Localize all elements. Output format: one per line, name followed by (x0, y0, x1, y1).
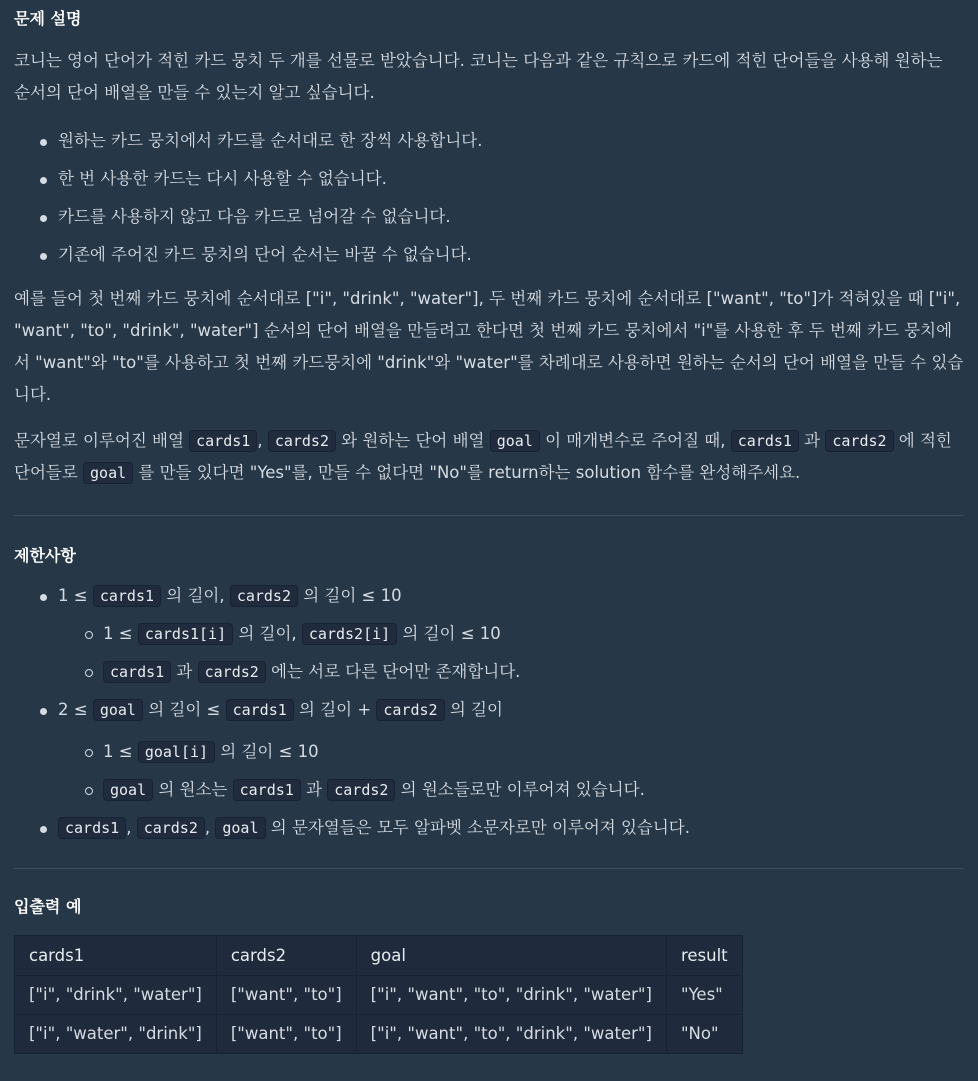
constraint-text: 의 길이 ≤ 10 (298, 586, 402, 605)
table-header-cell: cards1 (15, 936, 217, 976)
code-cards2: cards2 (376, 699, 444, 721)
constraint-text: 의 길이 ≤ 10 (215, 742, 319, 761)
table-header-cell: goal (356, 936, 666, 976)
code-cards1: cards1 (93, 585, 161, 607)
code-cards2: cards2 (198, 661, 266, 683)
section-heading-constraints: 제한사항 (14, 546, 76, 565)
code-goal: goal (93, 699, 143, 721)
intro-paragraph: 코니는 영어 단어가 적힌 카드 뭉치 두 개를 선물로 받았습니다. 코니는 다음과 같은 규칙으로 카드에 적힌 단어들을 사용해 원하는 순서의 단어 배열을 만들 수 있는지 알고 싶습니다. (14, 51, 943, 102)
table-cell: "No" (666, 1015, 742, 1054)
code-cards1: cards1 (189, 430, 257, 452)
code-goal: goal (103, 779, 153, 801)
constraint-text: , (204, 818, 216, 837)
code-goal: goal (490, 430, 540, 452)
table-header-cell: result (666, 936, 742, 976)
section-heading-description: 문제 설명 (14, 9, 82, 28)
constraint-text: 의 길이, (161, 586, 230, 605)
code-cards1: cards1 (58, 817, 126, 839)
constraint-item (14, 580, 964, 612)
constraint-text: 의 원소들로만 이루어져 있습니다. (395, 780, 645, 799)
task-text: 과 (798, 431, 826, 450)
section-divider (14, 515, 964, 516)
code-goal: goal (215, 817, 265, 839)
section-heading-examples: 입출력 예 (14, 897, 82, 916)
code-cards1: cards1 (731, 430, 799, 452)
constraint-text: 의 원소는 (153, 780, 233, 799)
constraint-item (14, 812, 964, 844)
constraint-text: 2 ≤ (58, 700, 93, 719)
task-text: 이 매개변수로 주어질 때, (539, 431, 731, 450)
rule-item: 한 번 사용한 카드는 다시 사용할 수 없습니다. (14, 163, 964, 195)
code-cards1: cards1 (103, 661, 171, 683)
table-cell: ["i", "want", "to", "drink", "water"] (356, 976, 666, 1015)
example-paragraph: 예를 들어 첫 번째 카드 뭉치에 순서대로 ["i", "drink", "water"], 두 번째 카드 뭉치에 순서대로 ["want", "to"]가 적혀있을 때 ["i", "want", "to", "drink", "water"] 순서의 단어 배열을 만들려고 한다면 첫 번째 카드 뭉치에서 "i"를 사용한 후 두 번째 카드 뭉치에서 "want"와 "to"를 사용하고 첫 번째 카드뭉치에 "drink"와 "water"를 차례대로 사용하면 원하는 순서의 단어 배열을 만들 수 있습니다. (14, 289, 964, 404)
constraint-text: 1 ≤ (58, 586, 93, 605)
constraint-text: 의 문자열들은 모두 알파벳 소문자로만 이루어져 있습니다. (265, 818, 690, 837)
code-cards2: cards2 (327, 779, 395, 801)
constraint-text: , (126, 818, 137, 837)
code-cards2: cards2 (268, 430, 336, 452)
constraint-text: 과 (171, 662, 198, 681)
section-divider (14, 868, 964, 869)
constraint-text: 과 (300, 780, 328, 799)
table-header-row (15, 936, 743, 976)
constraint-text: 의 길이 ≤ (142, 700, 226, 719)
code-cards1: cards1 (233, 779, 301, 801)
constraint-text: 의 길이 (444, 700, 503, 719)
table-cell: "Yes" (666, 976, 742, 1015)
constraint-text: 의 길이, (233, 624, 302, 643)
table-cell: ["want", "to"] (216, 976, 356, 1015)
table-cell: ["i", "drink", "water"] (15, 976, 217, 1015)
rule-item: 카드를 사용하지 않고 다음 카드로 넘어갈 수 없습니다. (14, 201, 964, 233)
task-text: 에 적힌 단어들로 (14, 431, 952, 482)
constraint-text: 의 길이 ≤ 10 (397, 624, 501, 643)
code-goal: goal (83, 462, 133, 484)
table-row (15, 1015, 743, 1054)
table-cell: ["i", "water", "drink"] (15, 1015, 217, 1054)
rules-list (14, 125, 964, 271)
code-cards2: cards2 (230, 585, 298, 607)
table-cell: ["i", "want", "to", "drink", "water"] (356, 1015, 666, 1054)
code-cards2-i: cards2[i] (302, 623, 397, 645)
task-paragraph (14, 425, 964, 489)
constraint-subitem (14, 774, 964, 806)
task-text: , (257, 431, 268, 450)
task-text: 와 원하는 단어 배열 (336, 431, 490, 450)
task-text: 문자열로 이루어진 배열 (14, 431, 190, 450)
code-cards1: cards1 (226, 699, 294, 721)
table-header-cell: cards2 (216, 936, 356, 976)
code-cards2: cards2 (137, 817, 205, 839)
constraint-text: 에는 서로 다른 단어만 존재합니다. (265, 662, 521, 681)
constraint-text: 1 ≤ (103, 742, 138, 761)
constraint-subitem (14, 618, 964, 650)
code-cards2: cards2 (825, 430, 893, 452)
constraint-text: 1 ≤ (103, 624, 138, 643)
constraint-item (14, 694, 964, 726)
code-cards1-i: cards1[i] (138, 623, 233, 645)
constraint-text: 의 길이 + (293, 700, 377, 719)
code-goal-i: goal[i] (138, 741, 215, 763)
constraints-list (14, 580, 964, 844)
table-cell: ["want", "to"] (216, 1015, 356, 1054)
task-text: 를 만들 있다면 "Yes"를, 만들 수 없다면 "No"를 return하는 solution 함수를 완성해주세요. (133, 463, 801, 482)
rule-item: 기존에 주어진 카드 뭉치의 단어 순서는 바꿀 수 없습니다. (14, 239, 964, 271)
examples-table (14, 935, 743, 1054)
constraint-subitem (14, 736, 964, 768)
table-row (15, 976, 743, 1015)
rule-item: 원하는 카드 뭉치에서 카드를 순서대로 한 장씩 사용합니다. (14, 125, 964, 157)
constraint-subitem (14, 656, 964, 688)
